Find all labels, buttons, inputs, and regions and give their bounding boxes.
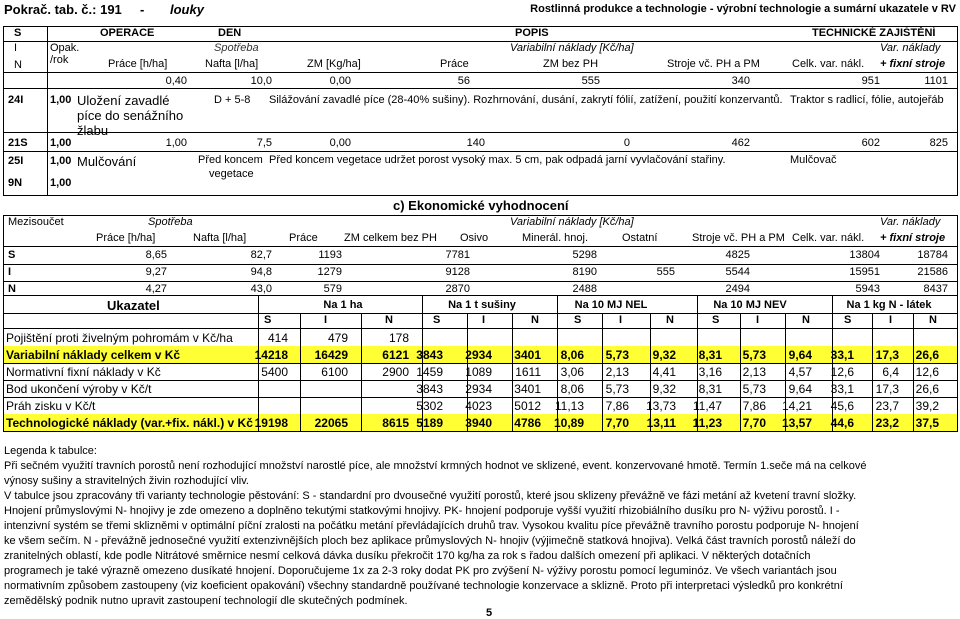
indicator-cell: 2934 xyxy=(465,382,492,396)
indicator-cell: 10,89 xyxy=(553,416,584,430)
indicator-cell: 33,1 xyxy=(830,382,854,396)
indicator-cell: 9,32 xyxy=(652,382,676,396)
indicator-cell: 1459 xyxy=(416,365,443,379)
op-name: Uložení zavadlé xyxy=(77,93,170,108)
legend-line: Hnojení průmyslovými N- hnojivy je zde omezeno a doplněno tekutými statkovými hnojivy. PK- hnojení podporuje vyšší využití rhizobiálního dusíku pro N- výživu porostů. I - xyxy=(4,505,840,517)
eval-cell: 2870 xyxy=(445,283,470,295)
indicator-sub: N xyxy=(666,314,674,326)
indicator-group: Na 1 ha xyxy=(323,299,363,311)
indicator-cell: 3940 xyxy=(465,416,492,430)
eval-cell: 94,8 xyxy=(250,266,272,278)
eval-cell: 82,7 xyxy=(250,249,272,261)
indicator-group: Na 10 MJ NEV xyxy=(713,299,787,311)
col-popis: POPIS xyxy=(515,27,549,39)
indicator-cell: 14218 xyxy=(254,348,288,362)
indicator-group: Na 1 kg N - látek xyxy=(846,299,932,311)
indicator-sub: I xyxy=(324,314,328,326)
sum-val: 462 xyxy=(731,137,750,149)
indicator-cell: 26,6 xyxy=(915,382,939,396)
eval-row-label: I xyxy=(8,266,12,278)
col-celk: Celk. var. nákl. xyxy=(792,58,865,70)
col-stroje: Stroje vč. PH a PM xyxy=(667,58,760,70)
col-zm-bez-ph: ZM bez PH xyxy=(543,58,599,70)
eval-col: Ostatní xyxy=(622,232,658,244)
indicator-cell: 5302 xyxy=(416,399,443,413)
total-nafta: 10,0 xyxy=(250,75,272,87)
eval-cell: 18784 xyxy=(917,249,948,261)
row-i: I xyxy=(14,42,18,54)
opak-label: Opak. xyxy=(50,42,80,54)
indicator-cell: 2,13 xyxy=(605,365,629,379)
total-prace: 0,40 xyxy=(165,75,187,87)
indicator-cell: 4023 xyxy=(465,399,492,413)
indicator-cell: 22065 xyxy=(314,416,348,430)
col-operace: OPERACE xyxy=(100,27,155,39)
legend-line: V tabulce jsou zpracovány tři varianty technologie pěstování: S - standardní pro dvousečné využití porostů, které jsou sklizeny převážně ve fázi metání až kvetení travní složky. xyxy=(4,490,857,502)
indicator-row-label: Práh zisku v Kč/t xyxy=(6,399,96,413)
col-fixni: + fixní stroje xyxy=(880,58,946,70)
indicator-cell: 2934 xyxy=(465,348,492,362)
op-popis: Silážování zavadlé píce (28-40% sušiny). Rozhrnování, dusání, zakrytí fólií, zatížení, použití konzervantů. xyxy=(269,94,783,106)
indicator-cell: 13,73 xyxy=(645,399,676,413)
eval-row-label: S xyxy=(8,249,16,261)
op-popis: Před koncem vegetace udržet porost vysoký max. 5 cm, pak odpadá jarní vyvlačování stařiny. xyxy=(269,154,726,166)
op-code: 24I xyxy=(8,94,24,106)
indicator-cell: 3,16 xyxy=(698,365,722,379)
legend-line: zranitelných oblastí, kde podle Nitrátové směrnice nesmí celková dávka dusíku překročit 170 kg/ha za rok s řadou dalších omezení při aplikaci. V některých dotačních xyxy=(4,550,811,562)
eval-cell: 7781 xyxy=(445,249,470,261)
indicator-cell: 39,2 xyxy=(915,399,939,413)
page-title: Rostlinná produkce a technologie - výrobní technologie a sumární ukazatele v RV xyxy=(530,3,956,15)
total-zm-bez-ph: 555 xyxy=(581,75,600,87)
indicator-sub: S xyxy=(844,314,852,326)
indicator-cell: 7,70 xyxy=(605,416,629,430)
total-celk: 951 xyxy=(861,75,880,87)
indicator-cell: 3843 xyxy=(416,382,443,396)
row-9n-opak: 1,00 xyxy=(50,177,72,189)
indicator-row-label: Pojištění proti živelným pohromám v Kč/ha xyxy=(6,331,233,345)
legend-line: zemědělský podnik nutno upravit zastoupení technologií dle skutečných podmínek. xyxy=(4,595,408,607)
indicator-cell: 17,3 xyxy=(875,348,899,362)
eval-col: ZM celkem bez PH xyxy=(344,232,437,244)
col-nafta: Nafta [l/ha] xyxy=(205,58,259,70)
row-n: N xyxy=(14,59,22,71)
indicator-cell: 5,73 xyxy=(605,348,629,362)
indicator-cell: 8,31 xyxy=(698,348,722,362)
eval-cell: 5298 xyxy=(572,249,597,261)
sum-val: 602 xyxy=(861,137,880,149)
col-prace: Práce xyxy=(440,58,469,70)
op-opak: 1,00 xyxy=(50,94,72,106)
indicator-cell: 9,64 xyxy=(788,348,812,362)
eval-spotreba: Spotřeba xyxy=(148,216,193,228)
indicator-cell: 5,73 xyxy=(742,382,766,396)
eval-cell: 555 xyxy=(656,266,675,278)
sum-val: 140 xyxy=(466,137,485,149)
indicator-cell: 19198 xyxy=(254,416,288,430)
eval-col: Minerál. hnoj. xyxy=(522,232,589,244)
legend-line: intenzivní systém se třemi sklizněmi v optimální píční zralosti na počátku metání převládajících druhů trav. Vysokou kvalitu píce převážně travního porostu podporuje N- hnojení xyxy=(4,520,859,532)
indicator-sub: I xyxy=(482,314,486,326)
eval-cell: 579 xyxy=(323,283,342,295)
eval-col: + fixní stroje xyxy=(880,232,946,244)
op-name: žlabu xyxy=(77,123,109,138)
eval-cell: 1193 xyxy=(318,249,342,261)
eval-col: Stroje vč. PH a PM xyxy=(692,232,785,244)
indicator-cell: 3401 xyxy=(514,348,541,362)
indicator-cell: 13,11 xyxy=(646,416,676,430)
indicator-sub: I xyxy=(889,314,893,326)
col-den: DEN xyxy=(218,27,242,39)
indicator-cell: 4,57 xyxy=(788,365,812,379)
indicator-cell: 8615 xyxy=(382,416,409,430)
indicator-cell: 9,32 xyxy=(652,348,676,362)
sum-opak: 1,00 xyxy=(50,137,72,149)
indicator-cell: 11,47 xyxy=(692,399,722,413)
page-number: 5 xyxy=(486,607,493,619)
eval-cell: 2488 xyxy=(572,283,597,295)
indicator-row-label: Technologické náklady (var.+fix. nákl.) v Kč xyxy=(6,416,253,430)
indicator-cell: 11,13 xyxy=(554,399,584,413)
legend-line: výnosy sušiny a stravitelných živin rozhodující vliv. xyxy=(4,475,249,487)
total-stroje: 340 xyxy=(731,75,750,87)
sum-code: 21S xyxy=(8,137,28,149)
indicator-cell: 5400 xyxy=(261,365,288,379)
spotreba-label: Spotřeba xyxy=(214,42,259,54)
row-9n-code: 9N xyxy=(8,177,23,189)
indicator-row-label: Bod ukončení výroby v Kč/t xyxy=(6,382,152,396)
col-technicke-zajisteni: TECHNICKÉ ZAJIŠTĚNÍ xyxy=(812,27,936,39)
indicator-cell: 44,6 xyxy=(830,416,854,430)
indicator-header: Ukazatel xyxy=(107,298,160,313)
indicator-row-label: Normativní fixní náklady v Kč xyxy=(6,365,161,379)
indicator-cell: 8,31 xyxy=(698,382,722,396)
indicator-sub: N xyxy=(929,314,937,326)
col-s: S xyxy=(14,27,22,39)
indicator-sub: N xyxy=(531,314,539,326)
indicator-cell: 9,64 xyxy=(788,382,812,396)
op-tech: Traktor s radlicí, fólie, autojeřáb xyxy=(790,94,944,106)
indicator-sub: N xyxy=(802,314,810,326)
indicator-sub: S xyxy=(433,314,441,326)
indicator-sub: N xyxy=(385,314,393,326)
table-number: Pokrač. tab. č.: 191 xyxy=(4,2,122,17)
indicator-cell: 5012 xyxy=(514,399,541,413)
eval-cell: 8,65 xyxy=(145,249,167,261)
indicator-cell: 4,41 xyxy=(652,365,676,379)
indicator-cell: 17,3 xyxy=(875,382,899,396)
indicator-sub: I xyxy=(756,314,760,326)
sum-val: 0 xyxy=(623,137,630,149)
eval-cell: 2494 xyxy=(725,283,750,295)
indicator-sub: S xyxy=(574,314,582,326)
indicator-sub: I xyxy=(619,314,623,326)
legend-line: Při sečném využití travních porostů není rozhodující množství narostlé píce, ale množství krmných hodnot ve sklizené, event. konzervované hmotě. Termín 1.seče má na celkové xyxy=(4,460,867,472)
indicator-cell: 5,73 xyxy=(742,348,766,362)
eval-cell: 9128 xyxy=(445,266,470,278)
indicator-cell: 5,73 xyxy=(605,382,629,396)
indicator-cell: 8,06 xyxy=(560,382,584,396)
indicator-cell: 6,4 xyxy=(882,365,899,379)
var-naklady-short: Var. náklady xyxy=(880,42,941,54)
eval-col: Práce xyxy=(289,232,318,244)
eval-col: Celk. var. nákl. xyxy=(792,232,865,244)
eval-cell: 4,27 xyxy=(145,283,167,295)
indicator-cell: 1611 xyxy=(515,365,541,379)
indicator-cell: 1089 xyxy=(465,365,492,379)
op-name: Mulčování xyxy=(77,154,137,169)
eval-cell: 21586 xyxy=(917,266,948,278)
indicator-cell: 4786 xyxy=(514,416,541,430)
rok-label: /rok xyxy=(50,54,69,66)
indicator-group: Na 1 t sušiny xyxy=(448,299,516,311)
header-dash: - xyxy=(140,2,145,17)
indicator-cell: 13,57 xyxy=(781,416,812,430)
eval-col: Osivo xyxy=(460,232,489,244)
indicator-cell: 7,70 xyxy=(742,416,766,430)
indicator-cell: 2,13 xyxy=(742,365,766,379)
legend-line: normativním způsobem zastoupeny (viz koeficient opakování) všechny standardně používané technologie konzervace a sklizně. Proto při interpretaci výsledků pro konkrétní xyxy=(4,580,843,592)
indicator-cell: 6121 xyxy=(382,348,409,362)
eval-var-naklady: Variabilní náklady [Kč/ha] xyxy=(510,216,634,228)
eval-cell: 8190 xyxy=(572,266,597,278)
indicator-cell: 16429 xyxy=(314,348,348,362)
eval-cell: 9,27 xyxy=(145,266,167,278)
sum-val: 825 xyxy=(929,137,948,149)
eval-cell: 4825 xyxy=(725,249,750,261)
eval-cell: 8437 xyxy=(923,283,948,295)
indicator-cell: 37,5 xyxy=(915,416,939,430)
indicator-row-label: Variabilní náklady celkem v Kč xyxy=(6,348,181,362)
sum-val: 1,00 xyxy=(165,137,187,149)
indicator-cell: 23,2 xyxy=(875,416,899,430)
col-prace-h: Práce [h/ha] xyxy=(108,58,168,70)
op-den: D + 5-8 xyxy=(214,94,251,106)
indicator-cell: 8,06 xyxy=(560,348,584,362)
indicator-cell: 11,23 xyxy=(692,416,722,430)
col-zm: ZM [Kg/ha] xyxy=(307,58,361,70)
indicator-cell: 479 xyxy=(327,331,348,345)
eval-cell: 15951 xyxy=(849,266,880,278)
total-prace-kc: 56 xyxy=(457,75,470,87)
indicator-cell: 178 xyxy=(388,331,409,345)
eval-cell: 43,0 xyxy=(250,283,272,295)
indicator-cell: 414 xyxy=(267,331,288,345)
indicator-cell: 5189 xyxy=(416,416,443,430)
eval-cell: 5943 xyxy=(855,283,880,295)
op-opak: 1,00 xyxy=(50,155,72,167)
indicator-cell: 7,86 xyxy=(742,399,766,413)
eval-col: Práce [h/ha] xyxy=(96,232,156,244)
legend-title: Legenda k tabulce: xyxy=(4,445,97,457)
indicator-cell: 14,21 xyxy=(781,399,812,413)
indicator-cell: 6100 xyxy=(321,365,348,379)
indicator-cell: 7,86 xyxy=(605,399,629,413)
indicator-cell: 12,6 xyxy=(915,365,939,379)
sum-val: 0,00 xyxy=(329,137,351,149)
op-den: Před koncem xyxy=(198,154,263,166)
legend-line: programech je také výrazně omezeno dusíkaté hnojení. Doporučujeme 1x za 2-3 roky dodat PK pro zvýšení N- výživy porostu pomocí leguminóz. Ve všech variantách jsou xyxy=(4,565,837,577)
op-code: 25I xyxy=(8,155,24,167)
indicator-sub: S xyxy=(264,314,272,326)
indicator-cell: 33,1 xyxy=(830,348,854,362)
sum-val: 7,5 xyxy=(256,137,272,149)
eval-cell: 1279 xyxy=(317,266,342,278)
total-fixni: 1101 xyxy=(924,75,948,87)
op-name: píce do senážního xyxy=(77,108,184,123)
eval-title: c) Ekonomické vyhodnocení xyxy=(393,198,569,213)
category-label: louky xyxy=(170,2,204,17)
legend-line: ke všem sečím. N - převážně jednosečné využití extenzivnějších ploch bez aplikace průmyslových N- hnojiv (výjimečně statková hnojiva). Velká část travních porostů náleží do xyxy=(4,535,856,547)
op-den: vegetace xyxy=(209,168,254,180)
mezisoucet-label: Mezisoučet xyxy=(8,216,64,228)
indicator-sub: S xyxy=(712,314,720,326)
eval-col: Nafta [l/ha] xyxy=(193,232,247,244)
indicator-group: Na 10 MJ NEL xyxy=(574,299,648,311)
indicator-cell: 26,6 xyxy=(915,348,939,362)
eval-cell: 13804 xyxy=(849,249,880,261)
op-tech: Mulčovač xyxy=(790,154,837,166)
indicator-cell: 12,6 xyxy=(830,365,854,379)
eval-var-short: Var. náklady xyxy=(880,216,941,228)
indicator-cell: 3401 xyxy=(514,382,541,396)
var-naklady-label: Variabilní náklady [Kč/ha] xyxy=(510,42,634,54)
total-zm: 0,00 xyxy=(329,75,351,87)
indicator-cell: 3843 xyxy=(416,348,443,362)
indicator-cell: 3,06 xyxy=(560,365,584,379)
indicator-cell: 23,7 xyxy=(875,399,899,413)
eval-row-label: N xyxy=(8,283,16,295)
indicator-cell: 45,6 xyxy=(830,399,854,413)
indicator-cell: 2900 xyxy=(382,365,409,379)
eval-cell: 5544 xyxy=(725,266,750,278)
